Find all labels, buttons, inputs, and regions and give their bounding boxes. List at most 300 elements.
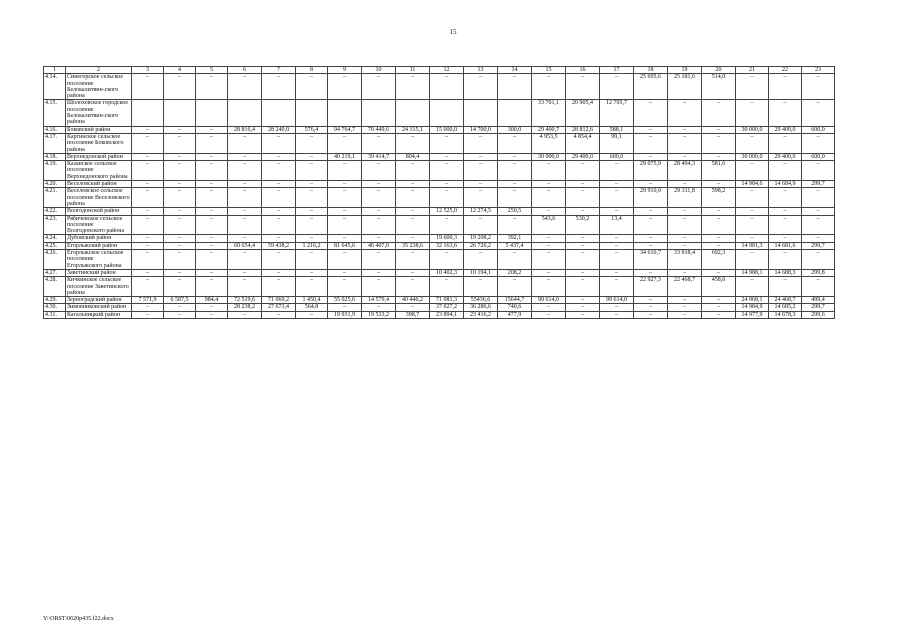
column-number-cell: 12 <box>430 67 464 74</box>
territory-name-cell: Зерноградский район <box>66 297 132 304</box>
value-cell: – <box>362 277 396 297</box>
value-cell: 55436,6 <box>464 297 498 304</box>
territory-name-cell: Волгодонской район <box>66 208 132 215</box>
value-cell: 10 402,3 <box>430 269 464 276</box>
column-number-cell: 17 <box>600 67 634 74</box>
value-cell: – <box>769 133 802 153</box>
value-cell: 14 984,6 <box>736 181 769 188</box>
value-cell: 6 587,5 <box>164 297 196 304</box>
value-cell: – <box>634 215 668 235</box>
value-cell: – <box>600 311 634 318</box>
value-cell: – <box>702 133 736 153</box>
value-cell: 984,4 <box>196 297 228 304</box>
value-cell: 576,4 <box>296 126 328 133</box>
value-cell: – <box>196 181 228 188</box>
value-cell: – <box>228 188 262 208</box>
value-cell: 25 695,6 <box>634 74 668 100</box>
value-cell: – <box>668 133 702 153</box>
value-cell: – <box>132 311 164 318</box>
territory-name-cell: Веселовское сельское поселение Веселовского района <box>67 188 130 207</box>
value-cell: – <box>498 188 532 208</box>
value-cell: – <box>634 311 668 318</box>
value-cell: – <box>228 235 262 242</box>
value-cell: – <box>132 188 164 208</box>
value-cell: – <box>736 250 769 270</box>
value-cell: – <box>769 188 802 208</box>
value-cell <box>464 100 498 126</box>
value-cell: – <box>132 242 164 249</box>
table-row <box>44 161 835 181</box>
value-cell: – <box>396 208 430 215</box>
value-cell: – <box>702 181 736 188</box>
value-cell: – <box>769 215 802 235</box>
value-cell: – <box>566 181 600 188</box>
territory-name-cell: Казанское сельское поселение Верхнедонского района <box>66 161 132 181</box>
value-cell: – <box>600 242 634 249</box>
value-cell: 28 238,2 <box>228 304 262 311</box>
value-cell: – <box>196 269 228 276</box>
value-cell: – <box>802 250 835 270</box>
value-cell: 30 000,0 <box>736 153 769 160</box>
value-cell: 15 000,0 <box>430 126 464 133</box>
value-cell: – <box>132 235 164 242</box>
column-number-cell: 4 <box>164 67 196 74</box>
value-cell: 99,1 <box>600 133 634 153</box>
table-row <box>44 269 835 276</box>
value-cell: – <box>328 181 362 188</box>
value-cell: – <box>668 297 702 304</box>
value-cell: – <box>396 133 430 153</box>
value-cell: – <box>262 74 296 100</box>
value-cell: – <box>228 208 262 215</box>
value-cell: – <box>262 235 296 242</box>
row-number-cell: 4.30. <box>44 304 66 311</box>
value-cell <box>430 100 464 126</box>
value-cell: – <box>196 242 228 249</box>
value-cell: 15644,7 <box>498 297 532 304</box>
value-cell: – <box>532 181 566 188</box>
value-cell: – <box>498 153 532 160</box>
value-cell: 20 905,4 <box>566 100 600 126</box>
value-cell: – <box>532 235 566 242</box>
value-cell: 29 400,7 <box>532 126 566 133</box>
table-row <box>44 208 835 215</box>
value-cell: 60 654,4 <box>228 242 262 249</box>
value-cell: – <box>262 133 296 153</box>
value-cell: – <box>164 311 196 318</box>
value-cell: – <box>702 126 736 133</box>
value-cell: – <box>164 242 196 249</box>
value-cell: 29 910,0 <box>634 188 668 208</box>
column-number-cell: 3 <box>132 67 164 74</box>
value-cell: – <box>228 269 262 276</box>
column-number-row <box>44 67 835 74</box>
territory-name-cell: Верхнедонской район <box>66 153 132 160</box>
value-cell: – <box>464 277 498 297</box>
value-cell: – <box>430 161 464 181</box>
value-cell: – <box>668 126 702 133</box>
column-number-cell: 1 <box>44 67 66 74</box>
value-cell: – <box>566 304 600 311</box>
value-cell: 32 163,6 <box>430 242 464 249</box>
value-cell: 4 953,5 <box>532 133 566 153</box>
value-cell: – <box>262 153 296 160</box>
value-cell <box>498 100 532 126</box>
value-cell: – <box>362 181 396 188</box>
value-cell: – <box>668 100 702 126</box>
value-cell: 299,6 <box>802 311 835 318</box>
value-cell: – <box>600 208 634 215</box>
value-cell: – <box>164 188 196 208</box>
value-cell: – <box>296 269 328 276</box>
value-cell: 7 571,9 <box>132 297 164 304</box>
value-cell: – <box>634 133 668 153</box>
value-cell: – <box>802 100 835 126</box>
budget-table <box>43 66 835 319</box>
value-cell: 28 812,6 <box>566 126 600 133</box>
value-cell: – <box>668 181 702 188</box>
value-cell: 30 000,0 <box>736 126 769 133</box>
value-cell: 34 610,7 <box>634 250 668 270</box>
value-cell: – <box>164 153 196 160</box>
value-cell: – <box>634 235 668 242</box>
value-cell: – <box>164 215 196 235</box>
value-cell: – <box>702 100 736 126</box>
value-cell: 39 414,7 <box>362 153 396 160</box>
value-cell: – <box>164 161 196 181</box>
row-number-cell: 4.27. <box>44 269 66 276</box>
value-cell: – <box>802 161 835 181</box>
table-row <box>44 297 835 304</box>
value-cell: – <box>196 235 228 242</box>
value-cell: 37 027,2 <box>430 304 464 311</box>
value-cell: 33 918,4 <box>668 250 702 270</box>
value-cell: – <box>634 100 668 126</box>
value-cell: – <box>498 277 532 297</box>
value-cell: – <box>262 161 296 181</box>
value-cell: 299,8 <box>802 269 835 276</box>
value-cell: – <box>802 277 835 297</box>
value-cell <box>196 100 228 126</box>
value-cell: – <box>164 235 196 242</box>
value-cell: 398,7 <box>396 311 430 318</box>
table-row <box>44 100 835 126</box>
value-cell: 14 685,2 <box>769 304 802 311</box>
value-cell: – <box>566 242 600 249</box>
value-cell: 55 025,6 <box>328 297 362 304</box>
row-number-cell: 4.16. <box>44 126 66 133</box>
territory-name-cell: Зимовниковский район <box>66 304 132 311</box>
value-cell: – <box>228 153 262 160</box>
value-cell: 692,3 <box>702 250 736 270</box>
value-cell: 19 208,2 <box>464 235 498 242</box>
value-cell: – <box>296 208 328 215</box>
table-row <box>44 250 835 270</box>
value-cell: – <box>600 304 634 311</box>
value-cell: – <box>702 235 736 242</box>
value-cell: – <box>262 208 296 215</box>
value-cell: – <box>464 153 498 160</box>
value-cell: 300,0 <box>498 126 532 133</box>
value-cell: – <box>736 235 769 242</box>
value-cell: – <box>532 161 566 181</box>
value-cell: – <box>196 208 228 215</box>
value-cell: – <box>132 126 164 133</box>
value-cell: – <box>566 235 600 242</box>
value-cell: – <box>262 311 296 318</box>
value-cell <box>164 100 196 126</box>
value-cell: – <box>164 133 196 153</box>
value-cell: 59 438,2 <box>262 242 296 249</box>
value-cell: – <box>328 235 362 242</box>
table-row <box>44 181 835 188</box>
value-cell: – <box>464 133 498 153</box>
value-cell: 543,6 <box>532 215 566 235</box>
row-number-cell: 4.22. <box>44 208 66 215</box>
value-cell: – <box>736 208 769 215</box>
value-cell: – <box>362 304 396 311</box>
value-cell: – <box>600 235 634 242</box>
value-cell: – <box>430 215 464 235</box>
value-cell: 392,1 <box>498 235 532 242</box>
value-cell: 23 894,1 <box>430 311 464 318</box>
value-cell: – <box>296 153 328 160</box>
value-cell: 33 701,1 <box>532 100 566 126</box>
value-cell: – <box>668 153 702 160</box>
value-cell: 581,6 <box>702 161 736 181</box>
value-cell: – <box>769 74 802 100</box>
value-cell: 299,7 <box>802 242 835 249</box>
column-number-cell: 11 <box>396 67 430 74</box>
value-cell: – <box>464 74 498 100</box>
value-cell: 27 673,4 <box>262 304 296 311</box>
value-cell: – <box>498 161 532 181</box>
value-cell: – <box>769 161 802 181</box>
value-cell: – <box>228 133 262 153</box>
value-cell: – <box>132 161 164 181</box>
page-number: 15 <box>449 28 457 36</box>
row-number-cell: 4.28. <box>44 277 66 297</box>
value-cell: – <box>532 277 566 297</box>
value-cell: 35 238,6 <box>396 242 430 249</box>
value-cell: 14 678,3 <box>769 311 802 318</box>
value-cell: 81 645,6 <box>328 242 362 249</box>
row-number-cell: 4.31. <box>44 311 66 318</box>
value-cell: – <box>228 74 262 100</box>
value-cell: – <box>296 161 328 181</box>
value-cell: 28 816,4 <box>228 126 262 133</box>
value-cell: 29 400,0 <box>769 153 802 160</box>
value-cell: 299,7 <box>802 304 835 311</box>
value-cell: – <box>396 304 430 311</box>
value-cell: – <box>262 215 296 235</box>
column-number-cell: 21 <box>736 67 769 74</box>
value-cell: – <box>736 161 769 181</box>
value-cell: – <box>498 74 532 100</box>
table-row <box>44 188 835 208</box>
value-cell: – <box>132 133 164 153</box>
value-cell: – <box>396 235 430 242</box>
value-cell: – <box>634 269 668 276</box>
value-cell: 36 286,6 <box>464 304 498 311</box>
value-cell: 598,2 <box>702 188 736 208</box>
budget-table-container <box>43 66 835 319</box>
value-cell: 19 600,3 <box>430 235 464 242</box>
value-cell: 28 240,0 <box>262 126 296 133</box>
value-cell: 600,0 <box>802 153 835 160</box>
value-cell: – <box>532 188 566 208</box>
column-number-cell: 7 <box>262 67 296 74</box>
value-cell: 14 579,4 <box>362 297 396 304</box>
value-cell: – <box>296 277 328 297</box>
value-cell: – <box>634 126 668 133</box>
value-cell: – <box>228 161 262 181</box>
value-cell: – <box>532 208 566 215</box>
territory-name-cell: Боковский район <box>66 126 132 133</box>
table-row <box>44 215 835 235</box>
value-cell: – <box>328 133 362 153</box>
value-cell: – <box>702 153 736 160</box>
value-cell: – <box>566 311 600 318</box>
value-cell: 22 468,7 <box>668 277 702 297</box>
column-number-cell: 6 <box>228 67 262 74</box>
value-cell: 250,5 <box>498 208 532 215</box>
value-cell: – <box>532 250 566 270</box>
value-cell: – <box>328 188 362 208</box>
value-cell: – <box>196 311 228 318</box>
row-number-cell: 4.29. <box>44 297 66 304</box>
value-cell: 71 081,3 <box>430 297 464 304</box>
value-cell: 12 274,5 <box>464 208 498 215</box>
value-cell: – <box>296 181 328 188</box>
value-cell: 29 400,0 <box>769 126 802 133</box>
value-cell: – <box>498 215 532 235</box>
territory-name-cell: Кичкинское сельское поселение Заветинского района <box>66 277 132 297</box>
value-cell: – <box>362 133 396 153</box>
value-cell: 72 519,6 <box>228 297 262 304</box>
value-cell: – <box>464 215 498 235</box>
value-cell: – <box>430 133 464 153</box>
value-cell: 14 681,6 <box>769 242 802 249</box>
value-cell: – <box>532 269 566 276</box>
value-cell: – <box>328 208 362 215</box>
value-cell: 24 468,7 <box>769 297 802 304</box>
row-number-cell: 4.26. <box>44 250 66 270</box>
column-number-cell: 2 <box>66 67 132 74</box>
value-cell: – <box>164 277 196 297</box>
value-cell: – <box>296 235 328 242</box>
territory-name-cell: Кагальницкий район <box>66 311 132 318</box>
value-cell: – <box>702 304 736 311</box>
value-cell: 12 525,0 <box>430 208 464 215</box>
value-cell: 14 984,9 <box>736 304 769 311</box>
value-cell: – <box>164 181 196 188</box>
column-number-cell: 13 <box>464 67 498 74</box>
value-cell: – <box>196 215 228 235</box>
value-cell: 588,1 <box>600 126 634 133</box>
value-cell: 29 311,8 <box>668 188 702 208</box>
value-cell: – <box>296 133 328 153</box>
value-cell: 600,0 <box>802 126 835 133</box>
value-cell: 25 181,6 <box>668 74 702 100</box>
value-cell: – <box>430 153 464 160</box>
value-cell: – <box>668 242 702 249</box>
territory-name-cell: Синегорское сельское поселение Белокалитвин-ского района <box>66 74 132 100</box>
value-cell: – <box>802 74 835 100</box>
value-cell: – <box>228 250 262 270</box>
value-cell: 14 981,3 <box>736 242 769 249</box>
value-cell: 99 614,0 <box>600 297 634 304</box>
value-cell: – <box>634 304 668 311</box>
value-cell: 14 684,9 <box>769 181 802 188</box>
value-cell: 804,4 <box>396 153 430 160</box>
row-number-cell: 4.24. <box>44 235 66 242</box>
value-cell: – <box>566 269 600 276</box>
column-number-cell: 9 <box>328 67 362 74</box>
territory-name-cell: Каргинское сельское поселение Боковского района <box>66 133 132 153</box>
file-path-footer: Y:\ORST\0620p435.f22.docx <box>43 616 114 622</box>
value-cell: – <box>362 235 396 242</box>
table-row <box>44 235 835 242</box>
value-cell: – <box>396 161 430 181</box>
value-cell: – <box>362 215 396 235</box>
value-cell <box>262 100 296 126</box>
value-cell: – <box>600 188 634 208</box>
value-cell: – <box>430 74 464 100</box>
territory-name-cell: Егорлыкский район <box>66 242 132 249</box>
value-cell: – <box>262 277 296 297</box>
value-cell: – <box>296 311 328 318</box>
value-cell: – <box>769 235 802 242</box>
value-cell: 477,9 <box>498 311 532 318</box>
value-cell: – <box>736 215 769 235</box>
row-number-cell: 4.17. <box>44 133 66 153</box>
value-cell: – <box>328 161 362 181</box>
value-cell: – <box>600 277 634 297</box>
value-cell: – <box>296 215 328 235</box>
value-cell: – <box>736 188 769 208</box>
value-cell: – <box>802 188 835 208</box>
value-cell: – <box>532 311 566 318</box>
value-cell: – <box>262 188 296 208</box>
value-cell: – <box>532 74 566 100</box>
value-cell: – <box>668 215 702 235</box>
column-number-cell: 19 <box>668 67 702 74</box>
value-cell: – <box>430 181 464 188</box>
row-number-cell: 4.20. <box>44 181 66 188</box>
value-cell: – <box>164 269 196 276</box>
value-cell: – <box>668 208 702 215</box>
value-cell: 299,7 <box>802 181 835 188</box>
table-row <box>44 277 835 297</box>
value-cell: – <box>702 269 736 276</box>
territory-name-cell: Заветинский район <box>66 269 132 276</box>
value-cell: 30 000,0 <box>532 153 566 160</box>
column-number-cell: 8 <box>296 67 328 74</box>
value-cell: – <box>802 215 835 235</box>
value-cell: – <box>702 311 736 318</box>
territory-name-cell: Веселовский район <box>66 181 132 188</box>
value-cell: – <box>196 126 228 133</box>
row-number-cell: 4.14. <box>44 74 66 100</box>
value-cell: – <box>132 208 164 215</box>
value-cell: – <box>736 133 769 153</box>
value-cell: – <box>634 242 668 249</box>
value-cell: – <box>132 269 164 276</box>
value-cell: – <box>196 74 228 100</box>
value-cell: – <box>736 100 769 126</box>
column-number-cell: 20 <box>702 67 736 74</box>
